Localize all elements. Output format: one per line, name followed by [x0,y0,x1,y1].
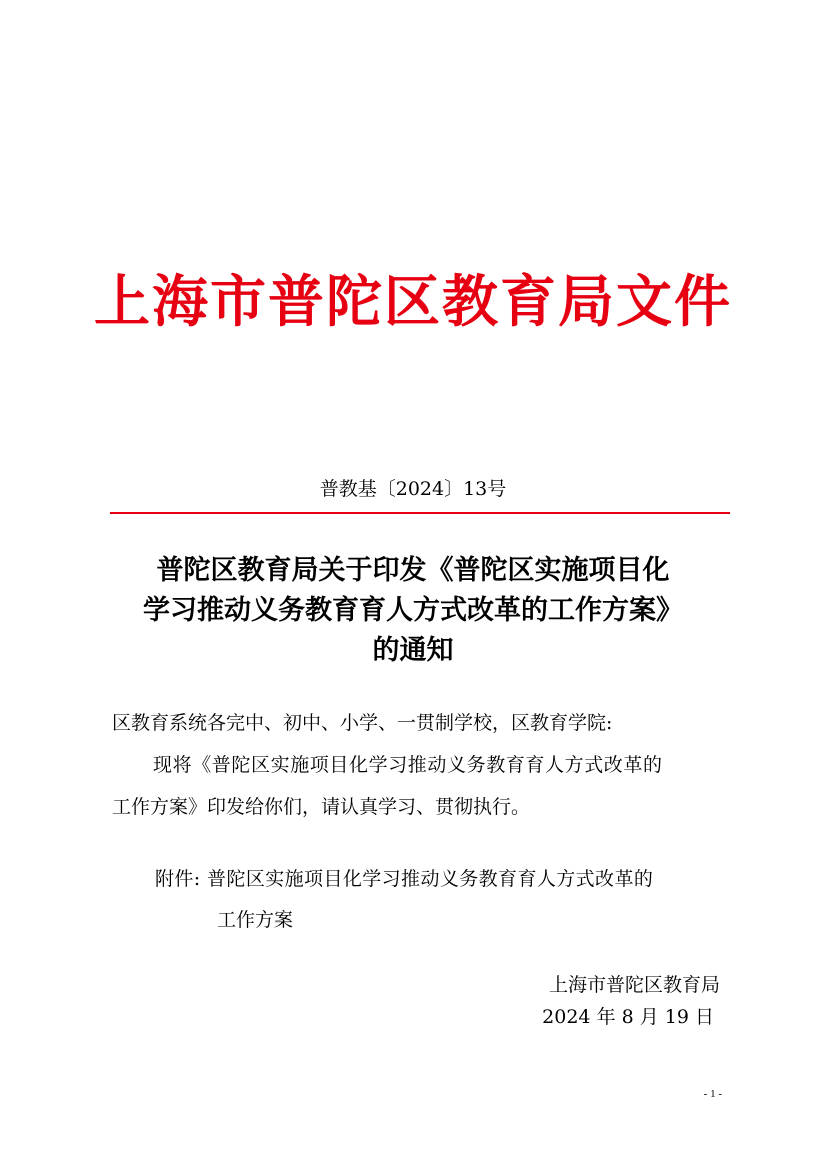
issuing-authority-header: 上海市普陀区教育局文件 [94,269,732,335]
attachment-line-2: 工作方案 [217,909,294,931]
notice-title-line-3: 的通知 [372,635,454,666]
recipients-line: 区教育系统各完中、初中、小学、一贯制学校，区教育学院: [112,712,613,734]
document-number: 普教基〔2024〕13号 [319,478,507,500]
notice-title-line-2: 学习推动义务教育育人方式改革的工作方案》 [143,595,683,626]
body-paragraph-line-2: 工作方案》印发给你们，请认真学习、贯彻执行。 [112,796,531,818]
notice-title [100,551,726,671]
notice-title-line-1: 普陀区教育局关于印发《普陀区实施项目化 [156,555,670,586]
attachment-line-1: 附件: 普陀区实施项目化学习推动义务教育育人方式改革的 [155,868,654,890]
issuer-signature: 上海市普陀区教育局 [548,974,720,996]
issue-date: 2024 年 8 月 19 日 [542,1006,714,1028]
page-number: - 1 - [703,1088,722,1100]
red-divider-rule [110,512,730,514]
body-paragraph-line-1: 现将《普陀区实施项目化学习推动义务教育育人方式改革的 [153,754,663,776]
